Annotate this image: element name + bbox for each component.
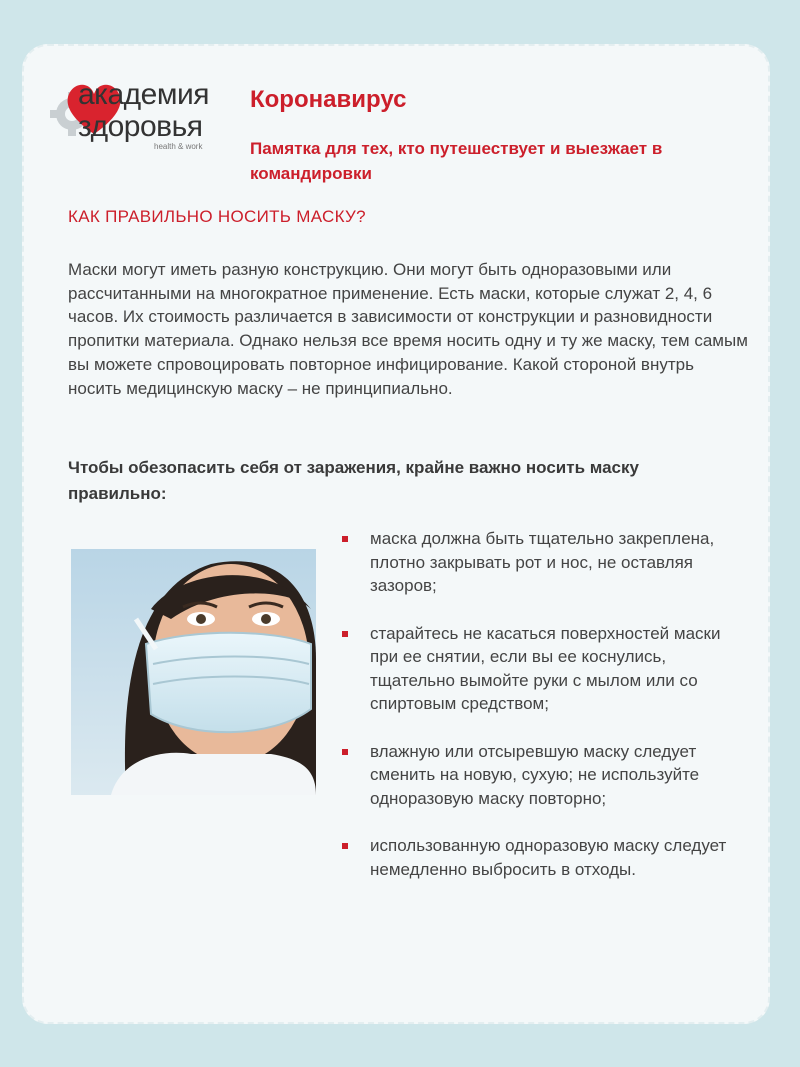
bullet-marker-icon xyxy=(342,843,348,849)
list-item xyxy=(340,622,750,716)
page-title: Коронавирус xyxy=(250,86,407,113)
intro-paragraph: Маски могут иметь разную конструкцию. Они могут быть одноразовыми или рассчитанными на многократное применение. Есть маски, которые служат 2, 4, 6 часов. Их стоимость различается в зависимости от конструкции и разновидности пропитки материала. Однако нельзя все время носить одну и ту же маску, тем самым вы можете спровоцировать повторное инфицирование. Какой стороной внутрь носить медицинскую маску – не принципиально. xyxy=(68,260,748,398)
bullet-marker-icon xyxy=(342,749,348,755)
list-item xyxy=(340,834,750,881)
list-item xyxy=(340,527,750,598)
page-subtitle: Памятка для тех, кто путешествует и выезжает в командировки xyxy=(250,139,663,183)
section-heading: КАК ПРАВИЛЬНО НОСИТЬ МАСКУ? xyxy=(68,207,366,226)
logo-text-line2: здоровья xyxy=(78,110,203,143)
list-item-text: использованную одноразовую маску следует немедленно выбросить в отходы. xyxy=(370,836,727,879)
woman-in-mask-photo xyxy=(71,549,316,795)
list-item-text: старайтесь не касаться поверхностей маски при ее снятии, если вы ее коснулись, тщательно вымойте руки с мылом или со спиртовым средством; xyxy=(370,623,721,713)
bullet-marker-icon xyxy=(342,631,348,637)
emphasis-paragraph: Чтобы обезопасить себя от заражения, крайне важно носить маску правильно: xyxy=(68,458,639,503)
tips-list xyxy=(340,527,750,905)
list-item-text: маска должна быть тщательно закреплена, плотно закрывать рот и нос, не оставляя зазоров; xyxy=(370,529,715,595)
logo xyxy=(50,72,230,162)
list-item xyxy=(340,740,750,811)
bullet-marker-icon xyxy=(342,536,348,542)
logo-subtext: health & work xyxy=(154,142,203,151)
list-item-text: влажную или отсыревшую маску следует сменить на новую, сухую; не используйте одноразовую маску повторно; xyxy=(370,741,700,808)
logo-text-line1: академия xyxy=(78,78,209,111)
